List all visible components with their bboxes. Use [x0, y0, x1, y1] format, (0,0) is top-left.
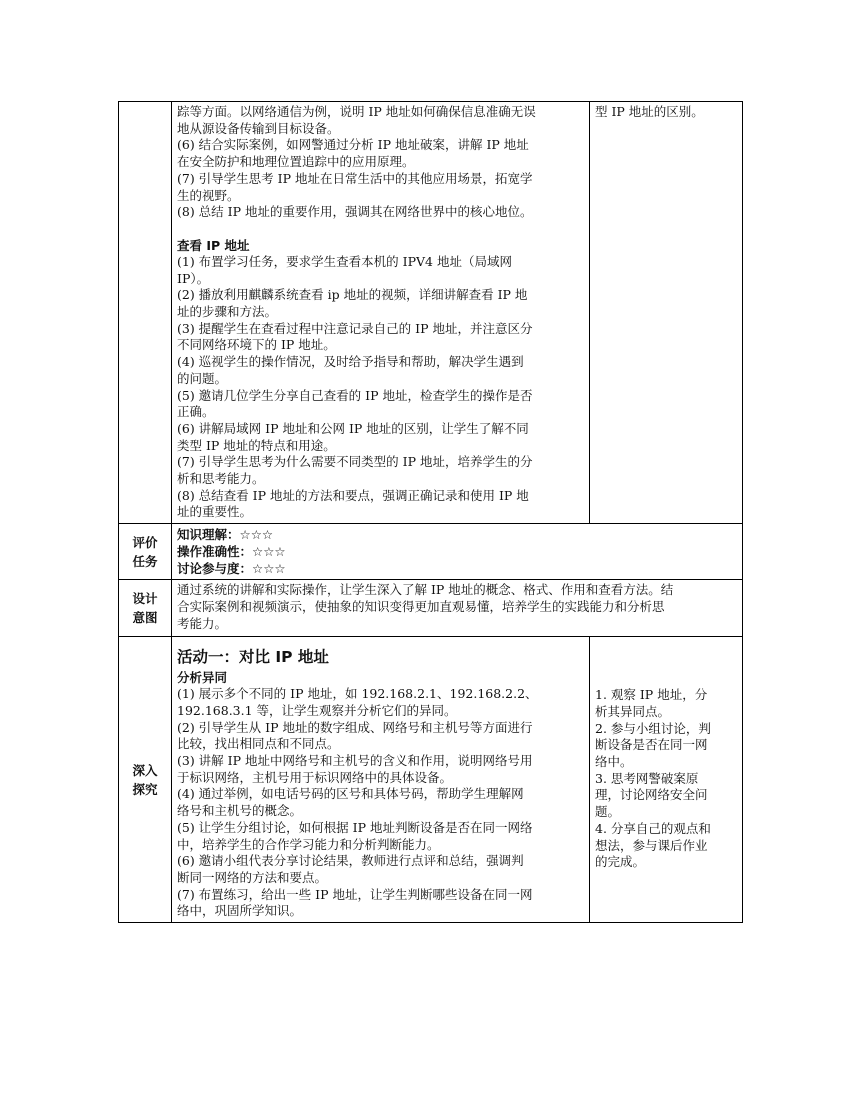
- text-line: 踪等方面。以网络通信为例，说明 IP 地址如何确保信息准确无误: [177, 104, 536, 119]
- text-line: (7) 引导学生思考 IP 地址在日常生活中的其他应用场景，拓宽学: [177, 170, 533, 186]
- student-activity-text: 型 IP 地址的区别。: [595, 104, 704, 119]
- text-line: (7) 引导学生思考为什么需要不同类型的 IP 地址，培养学生的分: [177, 454, 533, 470]
- evaluation-item-name: 操作准确性：: [177, 544, 253, 560]
- text-line: 析其异同点。: [595, 703, 671, 719]
- teaching-process-row: [119, 102, 743, 524]
- activity-subheading: 分析异同: [177, 670, 228, 686]
- text-line: 断同一网络的方法和要点。: [177, 869, 328, 885]
- text-line: 络中，巩固所学知识。: [177, 903, 303, 919]
- evaluation-item: [177, 560, 737, 577]
- text-line: 析和思考能力。: [177, 471, 265, 487]
- text-line: IP）。: [177, 270, 210, 286]
- design-intent-text: [177, 582, 737, 632]
- evaluation-row: [119, 524, 743, 580]
- teacher-activity-lines-b: [177, 254, 584, 521]
- text-line: 4. 分享自己的观点和: [595, 820, 711, 836]
- text-line: (2) 播放利用麒麟系统查看 ip 地址的视频，详细讲解查看 IP 地: [177, 287, 528, 303]
- explore-row: [119, 637, 743, 923]
- label-line: 探究: [132, 781, 158, 797]
- text-line: 通过系统的讲解和实际操作，让学生深入了解 IP 地址的概念、格式、作用和查看方法。结: [177, 582, 674, 598]
- text-line: 合实际案例和视频演示，使抽象的知识变得更加直观易懂，培养学生的实践能力和分析思: [177, 598, 665, 614]
- text-line: 1. 观察 IP 地址，分: [595, 687, 708, 703]
- row-label-empty: [119, 102, 172, 524]
- text-line: 于标识网络，主机号用于标识网络中的具体设备。: [177, 769, 453, 785]
- text-line: (4) 通过举例，如电话号码的区号和具体号码，帮助学生理解网: [177, 786, 524, 802]
- label-line: 任务: [132, 553, 158, 569]
- evaluation-cell: [172, 524, 743, 580]
- label-line: 设计: [132, 591, 158, 607]
- star-rating-icon: ☆☆☆: [239, 527, 274, 543]
- label-line: 评价: [132, 534, 158, 550]
- student-activity-cell: [590, 102, 743, 524]
- evaluation-label: [119, 524, 172, 580]
- teacher-activity-lines-a: [177, 104, 584, 221]
- text-line: (5) 让学生分组讨论，如何根据 IP 地址判断设备是否在同一网络: [177, 819, 533, 835]
- text-line: 中，培养学生的合作学习能力和分析判断能力。: [177, 836, 440, 852]
- explore-label: [119, 637, 172, 923]
- explore-teacher-cell: [172, 637, 590, 923]
- text-line: (6) 邀请小组代表分享讨论结果，教师进行点评和总结，强调判: [177, 853, 524, 869]
- text-line: 地从源设备传输到目标设备。: [177, 120, 340, 136]
- label-line: 深入: [132, 762, 158, 778]
- text-line: 正确。: [177, 404, 215, 420]
- text-line: 址的重要性。: [177, 504, 253, 520]
- text-line: (4) 巡视学生的操作情况，及时给予指导和帮助，解决学生遇到: [177, 354, 524, 370]
- text-line: 不同网络环境下的 IP 地址。: [177, 337, 336, 353]
- evaluation-item-name: 讨论参与度：: [177, 561, 253, 577]
- teacher-activity-cell: [172, 102, 590, 524]
- text-line: 想法，参与课后作业: [595, 837, 708, 853]
- evaluation-items: [177, 526, 737, 577]
- section-heading-view-ip: 查看 IP 地址: [177, 237, 250, 253]
- text-line: 题。: [595, 804, 621, 820]
- text-line: (2) 引导学生从 IP 地址的数字组成、网络号和主机号等方面进行: [177, 719, 533, 735]
- text-line: (7) 布置练习，给出一些 IP 地址，让学生判断哪些设备在同一网: [177, 886, 533, 902]
- text-line: (8) 总结 IP 地址的重要作用，强调其在网络世界中的核心地位。: [177, 204, 533, 220]
- activity-title: 活动一：对比 IP 地址: [177, 648, 329, 667]
- evaluation-item: [177, 543, 737, 560]
- text-line: 生的视野。: [177, 187, 240, 203]
- evaluation-item: [177, 526, 737, 543]
- explore-student-cell: [590, 637, 743, 923]
- text-line: (5) 邀请几位学生分享自己查看的 IP 地址，检查学生的操作是否: [177, 387, 533, 403]
- text-line: (8) 总结查看 IP 地址的方法和要点，强调正确记录和使用 IP 地: [177, 487, 529, 503]
- explore-student-lines: [595, 687, 737, 871]
- text-line: 在安全防护和地理位置追踪中的应用原理。: [177, 154, 415, 170]
- text-line: 的问题。: [177, 370, 228, 386]
- text-line: 类型 IP 地址的特点和用途。: [177, 437, 336, 453]
- star-rating-icon: ☆☆☆: [252, 544, 286, 560]
- text-line: 192.168.3.1 等，让学生观察并分析它们的异同。: [177, 702, 457, 718]
- star-rating-icon: ☆☆☆: [252, 561, 286, 577]
- text-line: 3. 思考网警破案原: [595, 770, 699, 786]
- text-line: 络中。: [595, 753, 633, 769]
- text-line: 考能力。: [177, 615, 228, 631]
- design-intent-cell: [172, 580, 743, 637]
- text-line: (3) 讲解 IP 地址中网络号和主机号的含义和作用，说明网络号用: [177, 752, 533, 768]
- evaluation-item-name: 知识理解：: [177, 527, 240, 543]
- lesson-plan-table: [118, 101, 743, 923]
- text-line: 络号和主机号的概念。: [177, 803, 303, 819]
- text-line: (3) 提醒学生在查看过程中注意记录自己的 IP 地址，并注意区分: [177, 320, 533, 336]
- design-intent-row: [119, 580, 743, 637]
- text-line: 址的步骤和方法。: [177, 304, 278, 320]
- text-line: 2. 参与小组讨论，判: [595, 720, 711, 736]
- label-line: 意图: [132, 610, 158, 626]
- text-line: 比较，找出相同点和不同点。: [177, 736, 340, 752]
- explore-teacher-lines: [177, 686, 584, 920]
- text-line: 理，讨论网络安全问: [595, 787, 708, 803]
- text-line: 的完成。: [595, 854, 646, 870]
- design-intent-label: [119, 580, 172, 637]
- text-line: (6) 讲解局域网 IP 地址和公网 IP 地址的区别，让学生了解不同: [177, 420, 529, 436]
- text-line: (6) 结合实际案例，如网警通过分析 IP 地址破案，讲解 IP 地址: [177, 137, 529, 153]
- text-line: 断设备是否在同一网: [595, 737, 708, 753]
- text-line: (1) 布置学习任务，要求学生查看本机的 IPV4 地址（局域网: [177, 253, 512, 269]
- text-line: (1) 展示多个不同的 IP 地址，如 192.168.2.1、192.168.2.2、: [177, 686, 538, 702]
